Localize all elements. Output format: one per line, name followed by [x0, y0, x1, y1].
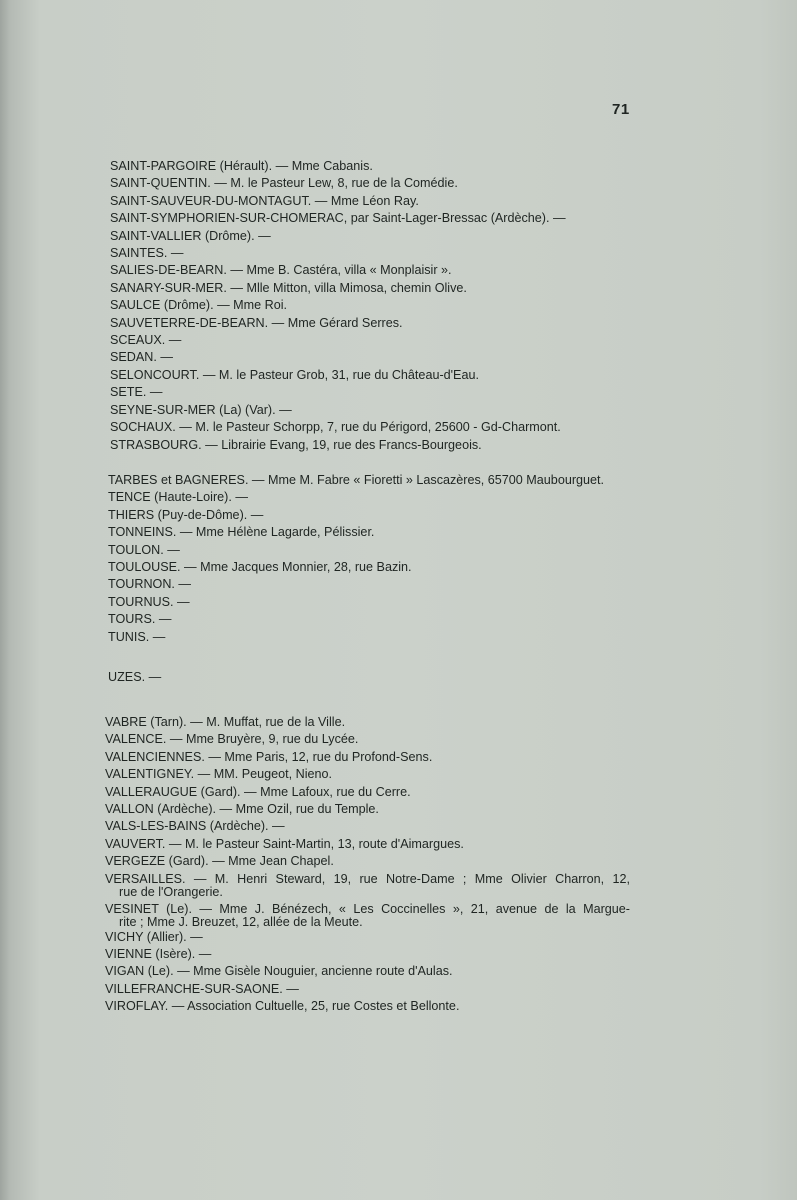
list-item: VIENNE (Isère). — [105, 947, 212, 962]
page-number: 71 [612, 101, 630, 118]
list-item: TENCE (Haute-Loire). — [108, 490, 248, 505]
list-item: TOURNUS. — [108, 594, 190, 609]
list-item: SAINT-PARGOIRE (Hérault). — Mme Cabanis. [110, 159, 373, 173]
list-item: VALLON (Ardèche). — Mme Ozil, rue du Temple. [105, 802, 379, 817]
list-item: UZES. — [108, 670, 162, 684]
list-item: VALENCE. — Mme Bruyère, 9, rue du Lycée. [105, 732, 359, 747]
versailles-line1: VERSAILLES. — M. Henri Steward, 19, rue Notre-Dame ; Mme Olivier Charron, 12, [105, 871, 630, 886]
vesinet-line2: rite ; Mme J. Breuzet, 12, allée de la Meute. [119, 914, 363, 929]
list-item: SEDAN. — [110, 350, 173, 365]
list-item: VALENCIENNES. — Mme Paris, 12, rue du Profond-Sens. [105, 749, 433, 764]
list-item: SEYNE-SUR-MER (La) (Var). — [110, 402, 292, 417]
list-item: SOCHAUX. — M. le Pasteur Schorpp, 7, rue du Périgord, 25600 - Gd-Charmont. [110, 420, 561, 435]
list-item: VIROFLAY. — Association Cultuelle, 25, rue Costes et Bellonte. [105, 999, 460, 1014]
list-item: SETE. — [110, 385, 163, 400]
list-item: SAUVETERRE-DE-BEARN. — Mme Gérard Serres. [110, 315, 403, 330]
list-item-versailles [105, 872, 630, 898]
list-item: STRASBOURG. — Librairie Evang, 19, rue des Francs-Bourgeois. [110, 437, 482, 452]
list-item: VILLEFRANCHE-SUR-SAONE. — [105, 981, 299, 996]
list-item: VICHY (Allier). — [105, 929, 203, 944]
list-item: SAINT-SAUVEUR-DU-MONTAGUT. — Mme Léon Ray. [110, 193, 419, 208]
list-item: TOULON. — [108, 542, 180, 557]
list-item: SAINT-SYMPHORIEN-SUR-CHOMERAC, par Saint-Lager-Bressac (Ardèche). — [110, 211, 566, 226]
entries-v-part1 [105, 714, 630, 871]
list-item: TOURS. — [108, 612, 172, 627]
list-item: VALS-LES-BAINS (Ardèche). — [105, 819, 285, 834]
list-item: THIERS (Puy-de-Dôme). — [108, 507, 264, 522]
list-item-vesinet [105, 902, 630, 928]
entries-v [105, 714, 630, 1016]
list-item: TONNEINS. — Mme Hélène Lagarde, Pélissier. [108, 525, 375, 540]
vesinet-line1: VESINET (Le). — Mme J. Bénézech, « Les Coccinelles », 21, avenue de la Margue- [105, 901, 630, 916]
list-item: VIGAN (Le). — Mme Gisèle Nouguier, ancienne route d'Aulas. [105, 964, 453, 979]
entries-t [108, 472, 630, 646]
list-item: SANARY-SUR-MER. — Mlle Mitton, villa Mimosa, chemin Olive. [110, 280, 467, 295]
entries-u [108, 669, 628, 686]
list-item: SAULCE (Drôme). — Mme Roi. [110, 298, 288, 313]
entries-v-part2 [105, 929, 630, 1016]
list-item: SAINT-QUENTIN. — M. le Pasteur Lew, 8, rue de la Comédie. [110, 176, 458, 191]
list-item: VALLERAUGUE (Gard). — Mme Lafoux, rue du Cerre. [105, 784, 411, 799]
entries-s [110, 158, 630, 454]
list-item: VABRE (Tarn). — M. Muffat, rue de la Ville. [105, 715, 346, 729]
list-item: VAUVERT. — M. le Pasteur Saint-Martin, 13, route d'Aimargues. [105, 836, 464, 851]
list-item: SALIES-DE-BEARN. — Mme B. Castéra, villa « Monplaisir ». [110, 263, 452, 278]
list-item: TARBES et BAGNERES. — Mme M. Fabre « Fioretti » Lascazères, 65700 Maubourguet. [108, 473, 605, 487]
list-item: TOURNON. — [108, 577, 192, 592]
versailles-line2: rue de l'Orangerie. [119, 884, 223, 899]
list-item: VERGEZE (Gard). — Mme Jean Chapel. [105, 854, 334, 869]
list-item: SCEAUX. — [110, 333, 182, 348]
list-item: SELONCOURT. — M. le Pasteur Grob, 31, rue du Château-d'Eau. [110, 367, 479, 382]
list-item: SAINTES. — [110, 246, 184, 261]
list-item: TUNIS. — [108, 629, 166, 644]
list-item: SAINT-VALLIER (Drôme). — [110, 228, 271, 243]
list-item: VALENTIGNEY. — MM. Peugeot, Nieno. [105, 767, 333, 782]
list-item: TOULOUSE. — Mme Jacques Monnier, 28, rue Bazin. [108, 560, 412, 575]
